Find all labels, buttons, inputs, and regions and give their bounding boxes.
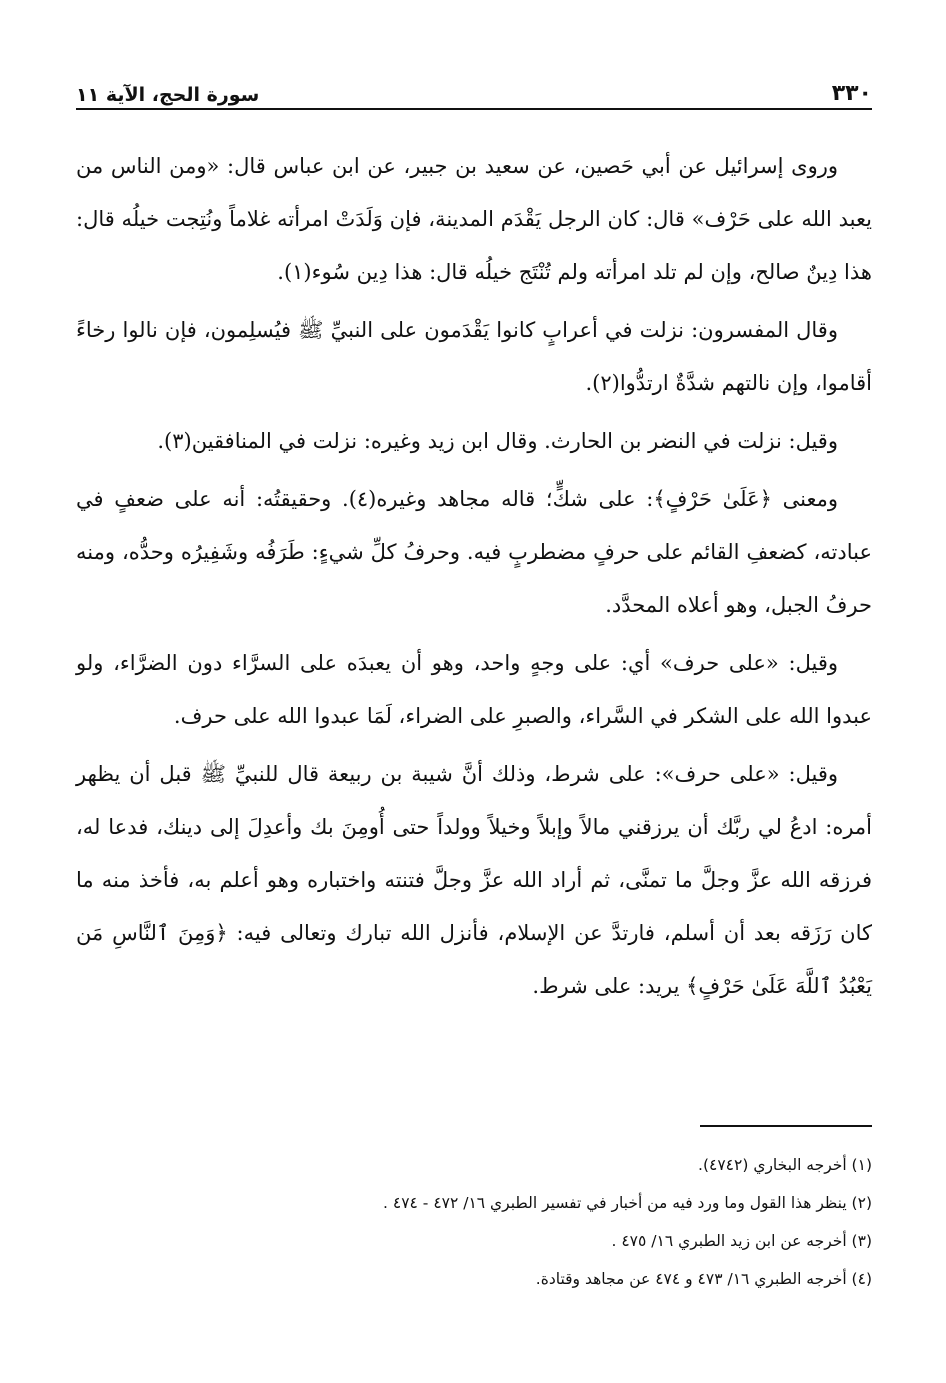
footnotes bbox=[76, 1146, 872, 1298]
footnote: (٣) أخرجه عن ابن زيد الطبري ١٦/ ٤٧٥ . bbox=[611, 1232, 872, 1250]
footnote-divider bbox=[700, 1125, 872, 1127]
footnote: (١) أخرجه البخاري (٤٧٤٢). bbox=[698, 1156, 872, 1174]
footnote: (٢) ينظر هذا القول وما ورد فيه من أخبار في تفسير الطبري ١٦/ ٤٧٢ - ٤٧٤ . bbox=[383, 1194, 872, 1212]
paragraph: ومعنى ﴿عَلَىٰ حَرْفٍ﴾: على شكٍّ؛ قاله مجاهد وغيره(٤). وحقيقتُه: أنه على ضعفٍ في عبادته، كضعفِ القائم على حرفٍ مضطربٍ فيه. وحرفُ كلِّ شيءٍ: طَرَفُه وشَفِيرُه وحدُّه، ومنه حرفُ الجبل، وهو أعلاه المحدَّد. bbox=[76, 487, 872, 617]
paragraph: وقيل: نزلت في النضر بن الحارث. وقال ابن زيد وغيره: نزلت في المنافقين(٣). bbox=[157, 429, 838, 453]
paragraph: وقيل: «على حرف» أي: على وجهٍ واحد، وهو أن يعبدَه على السرَّاء دون الضرَّاء، ولو عبدوا الله على الشكر في السَّراء، والصبرِ على الضراء، لَمَا عبدوا الله على حرف. bbox=[76, 651, 872, 728]
running-title: سورة الحج، الآية ١١ bbox=[76, 84, 260, 106]
header-divider bbox=[76, 108, 872, 110]
paragraph: وقال المفسرون: نزلت في أعرابٍ كانوا يَقْدَمون على النبيِّ ﷺ فيُسلِمون، فإن نالوا رخاءً أقاموا، وإن نالتهم شدَّةٌ ارتدُّوا(٢). bbox=[76, 318, 872, 395]
footnote: (٤) أخرجه الطبري ١٦/ ٤٧٣ و ٤٧٤ عن مجاهد وقتادة. bbox=[535, 1270, 872, 1288]
main-text bbox=[76, 140, 872, 1013]
page-number: ٣٣٠ bbox=[831, 81, 872, 106]
paragraph: وروى إسرائيل عن أبي حَصين، عن سعيد بن جبير، عن ابن عباس قال: «ومن الناس من يعبد الله على حَرْف» قال: كان الرجل يَقْدَم المدينة، فإن وَلَدَتْ امرأته غلاماً ونُتِجت خيلُه قال: هذا دِينٌ صالح، وإن لم تلد امرأته ولم تُنْتَج خيلُه قال: هذا دِين سُوء(١). bbox=[76, 154, 872, 284]
paragraph: وقيل: «على حرف»: على شرط، وذلك أنَّ شيبة بن ربيعة قال للنبيِّ ﷺ قبل أن يظهر أمره: ادعُ لي ربَّك أن يرزقني مالاً وإبلاً وخيلاً وولداً حتى أُومِنَ بك وأعدِلَ إلى دينك، فدعا له، فرزقه الله عزَّ وجلَّ ما تمنَّى، ثم أراد الله عزَّ وجلَّ فتنته واختباره وهو أعلم به، فأخذ منه ما كان رَزَقه بعد أن أسلم، فارتدَّ عن الإسلام، فأنزل الله تبارك وتعالى فيه: ﴿وَمِنَ ٱلنَّاسِ مَن يَعْبُدُ ٱللَّهَ عَلَىٰ حَرْفٍ﴾ يريد: على شرط. bbox=[76, 762, 872, 998]
page-header bbox=[76, 72, 872, 106]
